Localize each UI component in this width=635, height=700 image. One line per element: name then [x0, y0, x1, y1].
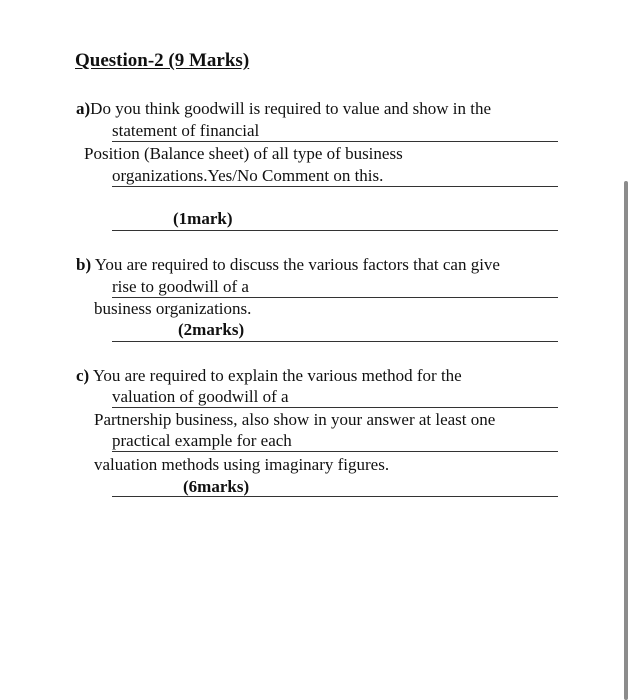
part-a-line-4: organizations.Yes/No Comment on this. [112, 166, 384, 185]
part-a-underline-1 [112, 141, 558, 142]
part-c-underline-3 [112, 496, 558, 497]
part-c-label: c) [76, 366, 90, 385]
part-c-marks: (6marks) [183, 477, 250, 496]
part-a-line-1 [76, 99, 491, 119]
part-a-text-1: Do you think goodwill is required to value and show in the [90, 99, 492, 118]
part-b-underline-1 [112, 297, 558, 298]
vertical-scrollbar[interactable] [624, 181, 628, 700]
part-a-underline-2 [112, 186, 558, 187]
part-c-underline-1 [112, 407, 558, 408]
part-b-underline-2 [112, 341, 558, 342]
part-c-line-5: valuation methods using imaginary figures. [94, 455, 390, 474]
part-c-text-1: You are required to explain the various method for the [92, 366, 462, 385]
part-a-line-2: statement of financial [112, 121, 260, 140]
part-b-label: b) [76, 255, 92, 274]
part-c-line-1 [76, 366, 462, 386]
part-c-line-2: valuation of goodwill of a [112, 387, 289, 406]
part-b-text-1: You are required to discuss the various factors that can give [94, 255, 500, 274]
part-c-underline-2 [112, 451, 558, 452]
part-b-line-2: rise to goodwill of a [112, 277, 249, 296]
part-a-marks: (1mark) [173, 209, 233, 228]
part-a-label: a) [76, 99, 91, 118]
part-c-line-4: practical example for each [112, 431, 292, 450]
part-b-marks: (2marks) [178, 320, 245, 339]
question-title: Question-2 (9 Marks) [75, 50, 250, 71]
part-b-line-3: business organizations. [94, 299, 252, 318]
part-c-line-3: Partnership business, also show in your answer at least one [94, 410, 496, 429]
part-a-line-3: Position (Balance sheet) of all type of business [84, 144, 403, 163]
part-b-line-1 [76, 255, 500, 275]
part-a-underline-3 [112, 230, 558, 231]
